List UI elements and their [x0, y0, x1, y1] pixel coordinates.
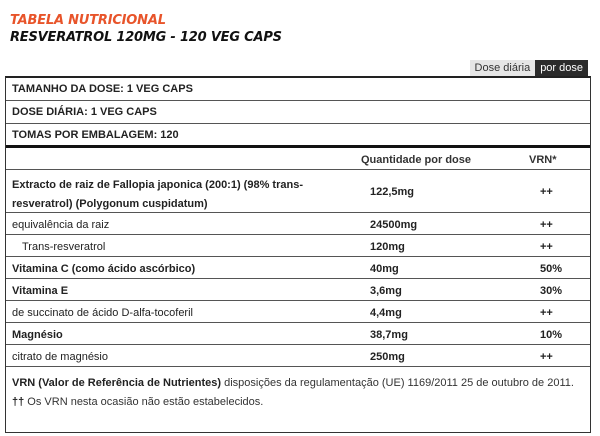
table-row	[6, 213, 590, 235]
nutrient-vrn: 10%	[540, 329, 563, 341]
nutrient-vrn: ++	[540, 307, 553, 319]
nutrient-vrn: 30%	[540, 285, 563, 297]
nutrient-amount: 4,4mg	[370, 307, 402, 319]
table-row	[6, 170, 590, 213]
table-row	[6, 235, 590, 257]
table-row	[6, 257, 590, 279]
nutrient-name: equivalência da raiz	[12, 219, 110, 231]
table-row	[6, 301, 590, 323]
nutrient-amount: 122,5mg	[370, 186, 415, 198]
tab-daily-dose[interactable]: Dose diária	[470, 60, 536, 76]
header	[10, 14, 282, 46]
footnote-text: disposições da regulamentação (UE) 1169/2011 25 de outubro de 2011.	[221, 377, 574, 389]
dose-tabs	[470, 60, 588, 76]
table-row	[6, 345, 590, 367]
tab-per-dose[interactable]: por dose	[535, 60, 588, 76]
table-header	[6, 148, 590, 170]
servings-per-container: TOMAS POR EMBALAGEM: 120	[6, 124, 590, 148]
nutrient-amount: 24500mg	[370, 219, 418, 231]
footnote	[6, 367, 590, 412]
nutrient-name: de succinato de ácido D-alfa-tocoferil	[12, 307, 193, 319]
vrn-header: VRN*	[529, 154, 557, 166]
nutrient-amount: 120mg	[370, 241, 405, 253]
dagger-symbol: ††	[12, 396, 25, 408]
nutrient-name: Vitamina E	[12, 285, 69, 297]
table-row	[6, 323, 590, 345]
nutrient-amount: 40mg	[370, 263, 399, 275]
footnote-text-2: Os VRN nesta ocasião não estão estabelecidos.	[24, 396, 264, 408]
nutrient-amount: 250mg	[370, 351, 405, 363]
product-name: RESVERATROL 120MG - 120 VEG CAPS	[10, 30, 282, 45]
nutrient-vrn: 50%	[540, 263, 563, 275]
nutrition-table-panel	[5, 76, 591, 433]
daily-dose: DOSE DIÁRIA: 1 VEG CAPS	[6, 101, 590, 124]
nutrient-vrn: ++	[540, 351, 553, 363]
nutrient-vrn: ++	[540, 186, 553, 198]
vrn-definition: VRN (Valor de Referência de Nutrientes)	[12, 377, 222, 389]
nutrient-name: Extracto de raiz de Fallopia japonica (200:1) (98% trans-resveratrol) (Polygonum cuspidatum)	[12, 179, 303, 210]
nutrient-amount: 3,6mg	[370, 285, 402, 297]
nutrient-name: Trans-resveratrol	[22, 241, 106, 253]
amount-header: Quantidade por dose	[361, 154, 472, 166]
nutrient-vrn: ++	[540, 219, 553, 231]
table-title: TABELA NUTRICIONAL	[10, 13, 166, 28]
serving-size: TAMANHO DA DOSE: 1 VEG CAPS	[6, 78, 590, 101]
table-row	[6, 279, 590, 301]
nutrient-vrn: ++	[540, 241, 553, 253]
nutrient-name: Magnésio	[12, 329, 63, 341]
nutrient-name: citrato de magnésio	[12, 351, 108, 363]
nutrient-amount: 38,7mg	[370, 329, 408, 341]
nutrient-name: Vitamina C (como ácido ascórbico)	[12, 263, 196, 275]
